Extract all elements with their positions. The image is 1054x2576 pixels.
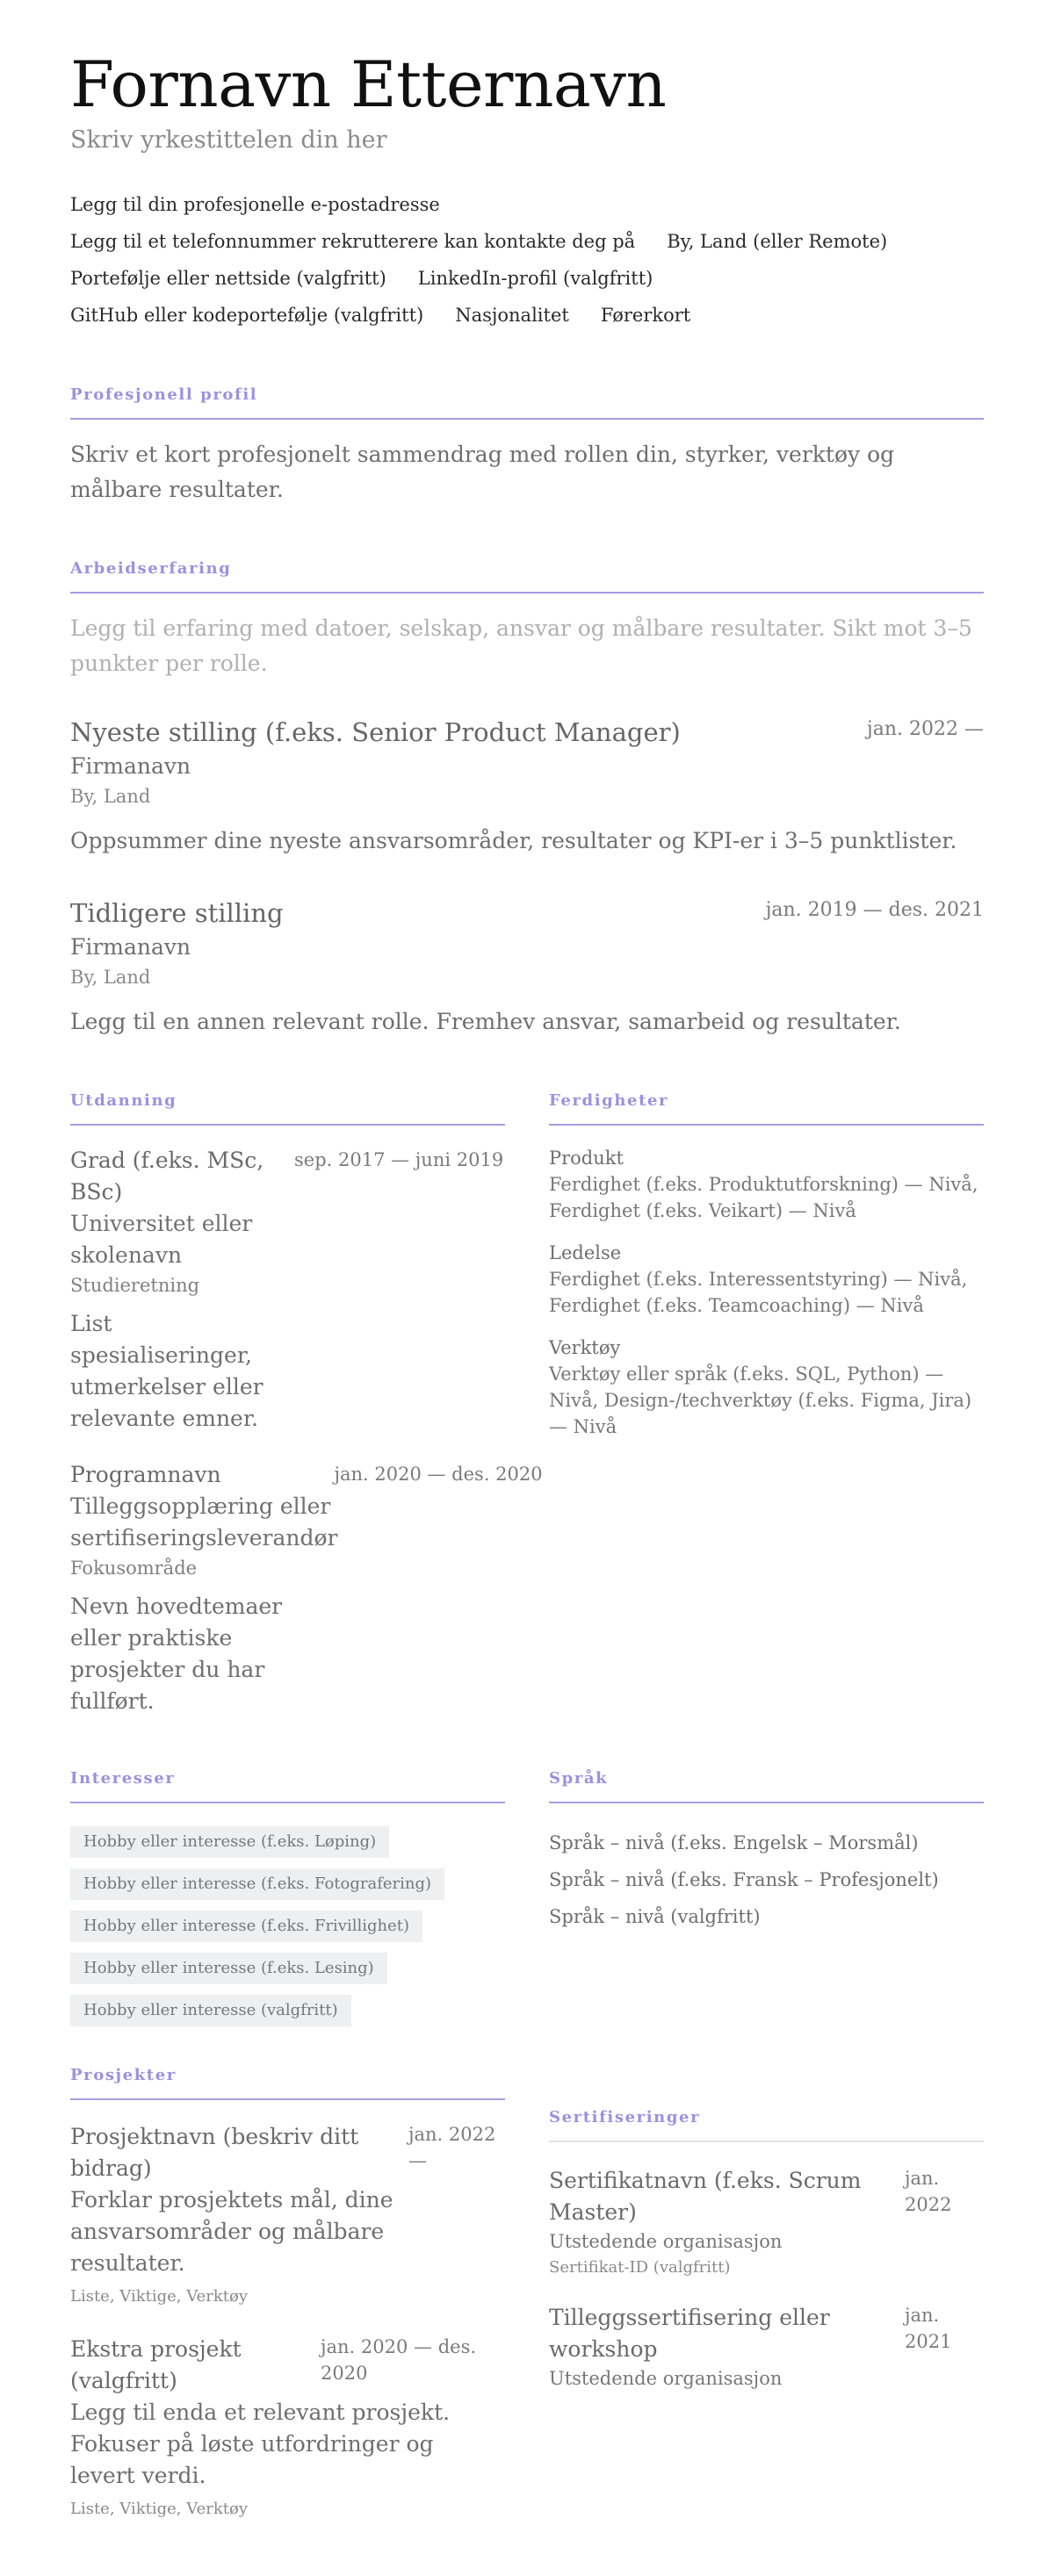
project-entry [70,2334,505,2523]
education-date[interactable]: jan. 2020 — des. 2020 [334,1464,543,1485]
projects-section [70,2065,505,2523]
section-divider [549,1124,984,1126]
job-entry [70,715,984,857]
education-skills-row [70,1090,984,1717]
education-school[interactable]: Tilleggsopplæring eller sertifiseringsleverandør [70,1493,338,1551]
education-degree[interactable]: Grad (f.eks. MSc, BSc) [70,1148,264,1205]
project-tags[interactable]: Liste, Viktige, Verktøy [70,2500,248,2518]
interest-chip[interactable]: Hobby eller interesse (f.eks. Løping) [70,1826,389,1858]
section-divider [70,1124,505,1126]
portfolio-field[interactable]: Portefølje eller nettside (valgfritt) [70,268,386,289]
section-title-profile: Profesjonell profil [70,385,258,404]
certification-name[interactable]: Tilleggssertifisering eller workshop [549,2305,830,2362]
profile-summary[interactable]: Skriv et kort profesjonelt sammendrag med rollen din, styrker, verktøy og målbare resultater. [70,442,895,502]
skill-group [549,1145,984,1224]
section-title-experience: Arbeidserfaring [70,559,232,578]
job-role[interactable]: Tidligere stilling [70,898,284,928]
language-item[interactable]: Språk – nivå (valgfritt) [549,1906,761,1927]
certification-entry [549,2165,984,2281]
interests-section [70,1768,505,2037]
drivers-license-field[interactable]: Førerkort [600,305,691,326]
experience-intro[interactable]: Legg til erfaring med datoer, selskap, ansvar og målbare resultater. Sikt mot 3–5 punkter per rolle. [70,615,972,676]
location-field[interactable]: By, Land (eller Remote) [667,231,888,252]
job-date[interactable]: jan. 2019 — des. 2021 [765,899,984,921]
education-section [70,1090,543,1717]
skill-category[interactable]: Verktøy [549,1337,621,1358]
project-name[interactable]: Ekstra prosjekt (valgfritt) [70,2336,242,2393]
section-divider [70,592,984,594]
certification-date[interactable]: jan. 2021 [905,2305,952,2352]
project-date[interactable]: jan. 2022 — [408,2124,496,2171]
certification-name[interactable]: Sertifikatnavn (f.eks. Scrum Master) [549,2168,862,2225]
project-name[interactable]: Prosjektnavn (beskriv ditt bidrag) [70,2124,359,2181]
education-degree[interactable]: Programnavn [70,1462,221,1487]
certification-issuer[interactable]: Utstedende organisasjon [549,2368,783,2389]
language-list [549,1824,984,1935]
job-role[interactable]: Nyeste stilling (f.eks. Senior Product Manager) [70,717,681,747]
email-field[interactable]: Legg til din profesjonelle e-postadresse [70,194,440,215]
language-item[interactable]: Språk – nivå (f.eks. Engelsk – Morsmål) [549,1832,919,1853]
education-entry [70,1459,543,1717]
section-divider [70,418,984,420]
job-date[interactable]: jan. 2022 — [866,718,984,740]
project-description[interactable]: Forklar prosjektets mål, dine ansvarsområder og målbare resultater. [70,2187,393,2276]
skill-category[interactable]: Produkt [549,1148,624,1169]
interest-chip[interactable]: Hobby eller interesse (f.eks. Frivillighet) [70,1910,422,1942]
skill-group [549,1240,984,1319]
nationality-field[interactable]: Nasjonalitet [455,305,569,326]
project-description[interactable]: Legg til enda et relevant prosjekt. Fokuser på løste utfordringer og levert verdi. [70,2400,451,2488]
job-location[interactable]: By, Land [70,786,151,807]
section-title-education: Utdanning [70,1091,177,1110]
contact-row [70,297,984,334]
skills-section [549,1090,984,1717]
section-title-certifications: Sertifiseringer [549,2108,701,2126]
certification-entry [549,2302,984,2392]
section-divider [549,1802,984,1803]
phone-field[interactable]: Legg til et telefonnummer rekrutterere kan kontakte deg på [70,231,636,252]
languages-section [549,1768,984,2037]
project-date[interactable]: jan. 2020 — des. 2020 [321,2336,477,2384]
certifications-section [549,2065,984,2523]
project-tags[interactable]: Liste, Viktige, Verktøy [70,2287,248,2306]
certification-id[interactable]: Sertifikat-ID (valgfritt) [549,2258,731,2277]
projects-certifications-row [70,2065,984,2523]
interest-chip[interactable]: Hobby eller interesse (valgfritt) [70,1995,351,2026]
job-summary[interactable]: Legg til en annen relevant rolle. Fremhev ansvar, samarbeid og resultater. [70,1009,901,1034]
job-company[interactable]: Firmanavn [70,934,191,960]
job-entry [70,896,984,1038]
certification-date[interactable]: jan. 2022 [905,2168,952,2215]
interests-languages-row [70,1768,984,2037]
education-description[interactable]: List spesialiseringer, utmerkelser eller relevante emner. [70,1311,264,1431]
education-entry [70,1145,505,1435]
job-location[interactable]: By, Land [70,967,151,988]
education-school[interactable]: Universitet eller skolenavn [70,1211,253,1268]
resume-header [70,46,984,334]
skill-list[interactable]: Verktøy eller språk (f.eks. SQL, Python) — Nivå, Design-/techverktøy (f.eks. Figma, Jira) — Nivå [549,1364,972,1437]
job-title[interactable]: Skriv yrkestittelen din her [70,126,387,154]
github-field[interactable]: GitHub eller kodeportefølje (valgfritt) [70,305,424,326]
section-title-skills: Ferdigheter [549,1091,669,1110]
certification-issuer[interactable]: Utstedende organisasjon [549,2231,783,2252]
language-item[interactable]: Språk – nivå (f.eks. Fransk – Profesjonelt) [549,1869,939,1890]
section-divider [70,2098,505,2100]
education-description[interactable]: Nevn hovedtemaer eller praktiske prosjekter du har fullført. [70,1594,283,1714]
skill-category[interactable]: Ledelse [549,1242,622,1263]
section-divider [549,2141,984,2142]
contact-row [70,223,984,260]
section-title-interests: Interesser [70,1769,176,1788]
section-title-languages: Språk [549,1769,609,1788]
education-field[interactable]: Studieretning [70,1275,200,1296]
education-field[interactable]: Fokusområde [70,1558,198,1579]
contact-info [70,186,984,334]
job-summary[interactable]: Oppsummer dine nyeste ansvarsområder, resultater og KPI-er i 3–5 punktlister. [70,828,957,853]
interest-chip-list [70,1826,505,2026]
interest-chip[interactable]: Hobby eller interesse (f.eks. Lesing) [70,1953,387,1984]
skill-list[interactable]: Ferdighet (f.eks. Produktutforskning) — Nivå, Ferdighet (f.eks. Veikart) — Nivå [549,1174,978,1221]
section-title-projects: Prosjekter [70,2066,177,2084]
skill-list[interactable]: Ferdighet (f.eks. Interessentstyring) — Nivå, Ferdighet (f.eks. Teamcoaching) — Nivå [549,1269,968,1316]
contact-row [70,260,984,297]
linkedin-field[interactable]: LinkedIn-profil (valgfritt) [417,268,653,289]
full-name[interactable]: Fornavn Etternavn [70,47,667,121]
section-divider [70,1802,505,1803]
skill-group [549,1335,984,1440]
contact-row [70,186,984,223]
education-date[interactable]: sep. 2017 — juni 2019 [294,1149,504,1170]
interest-chip[interactable]: Hobby eller interesse (f.eks. Fotografering) [70,1868,444,1900]
job-company[interactable]: Firmanavn [70,753,191,779]
experience-section [70,558,984,1038]
profile-section [70,385,984,507]
project-entry [70,2121,505,2311]
